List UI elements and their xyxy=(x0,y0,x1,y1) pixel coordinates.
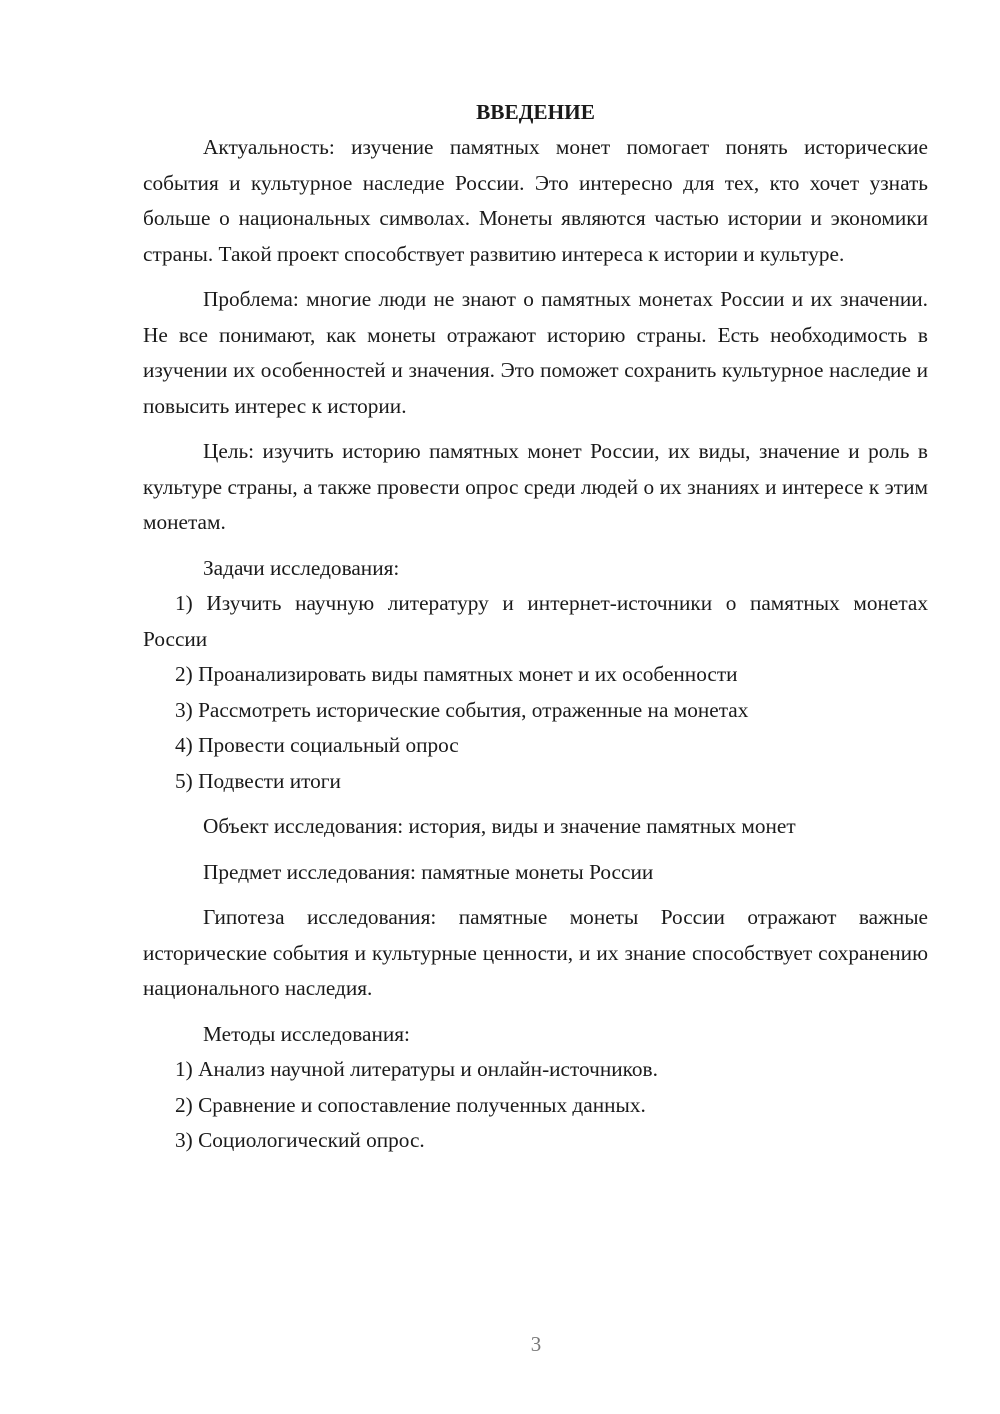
document-page xyxy=(143,95,928,1159)
task-item: 5) Подвести итоги xyxy=(175,768,341,793)
method-item: 1) Анализ научной литературы и онлайн-источников. xyxy=(175,1057,658,1081)
goal-paragraph: Цель: изучить историю памятных монет России, их виды, значение и роль в культуре страны, а также провести опрос среди людей о их знаниях и интересе к этим монетам. xyxy=(143,439,928,534)
methods-heading: Методы исследования: xyxy=(203,1021,410,1046)
problem-paragraph: Проблема: многие люди не знают о памятных монетах России и их значении. Не все понимают, как монеты отражают историю страны. Есть необходимость в изучении их особенностей и значения. Это поможет сохранить культурное наследие и повысить интерес к истории. xyxy=(143,287,928,418)
task-item: 1) Изучить научную литературу и интернет-источники о памятных монетах России xyxy=(143,591,928,651)
method-item: 3) Социологический опрос. xyxy=(175,1128,425,1152)
object-paragraph: Объект исследования: история, виды и значение памятных монет xyxy=(203,814,796,838)
hypothesis-paragraph: Гипотеза исследования: памятные монеты России отражают важные исторические события и культурные ценности, и их знание способствует сохранению национального наследия. xyxy=(143,905,928,1000)
tasks-heading: Задачи исследования: xyxy=(203,555,400,580)
task-item: 2) Проанализировать виды памятных монет и их особенности xyxy=(175,662,738,686)
method-item: 2) Сравнение и сопоставление полученных данных. xyxy=(175,1092,646,1117)
subject-paragraph: Предмет исследования: памятные монеты России xyxy=(203,859,654,884)
task-item: 4) Провести социальный опрос xyxy=(175,733,459,757)
page-title: ВВЕДЕНИЕ xyxy=(476,100,595,124)
page-number: 3 xyxy=(530,1332,542,1356)
relevance-paragraph: Актуальность: изучение памятных монет помогает понять исторические события и культурное наследие России. Это интересно для тех, кто хочет узнать больше о национальных символах. Монеты являются частью истории и экономики страны. Такой проект способствует развитию интереса к истории и культуре. xyxy=(143,135,928,266)
task-item: 3) Рассмотреть исторические события, отраженные на монетах xyxy=(175,697,749,722)
